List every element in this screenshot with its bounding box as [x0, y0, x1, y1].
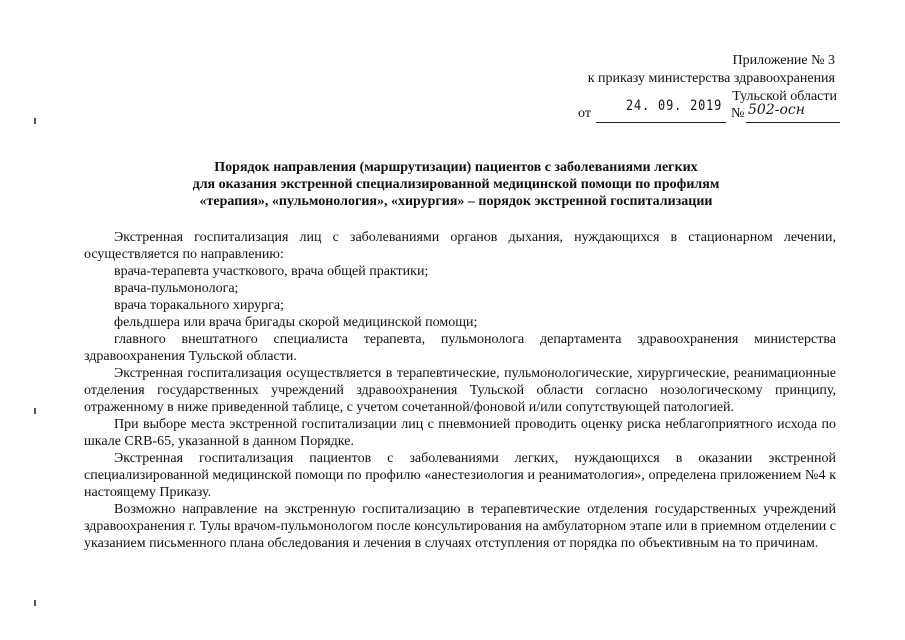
scan-mark — [34, 600, 36, 606]
number-label: № — [731, 106, 745, 121]
paragraph-3: При выборе места экстренной госпитализации лиц с пневмонией проводить оценку риска неблагоприятного исхода по шкале CRB-65, указанной в данном Порядке. — [84, 417, 836, 449]
document-body — [84, 229, 836, 552]
appendix-label: Приложение № 3 — [732, 53, 835, 68]
from-label: от — [578, 106, 591, 121]
title-line-1: Порядок направления (маршрутизации) пациентов с заболеваниями легких — [214, 160, 698, 175]
referral-item-1: врача-терапевта участкового, врача общей практики; — [114, 264, 429, 279]
number-underline — [746, 122, 840, 123]
referral-item-2: врача-пульмонолога; — [114, 281, 239, 296]
date-underline — [596, 122, 726, 123]
order-reference: к приказу министерства здравоохранения — [587, 71, 835, 86]
scan-mark — [34, 408, 36, 414]
paragraph-5: Возможно направление на экстренную госпитализацию в терапевтические отделения государственных учреждений здравоохранения г. Тулы врачом-пульмонологом после консультирования на амбулаторном этапе или в приемном отделении с указанием письменного плана обследования и лечения в случаях отступления от порядка по объективным на то причинам. — [84, 502, 836, 551]
referral-item-3: врача торакального хирурга; — [114, 298, 285, 313]
document-title — [120, 159, 792, 210]
region-name: Тульской области — [732, 89, 837, 104]
paragraph-2: Экстренная госпитализация осуществляется в терапевтические, пульмонологические, хирургические, реанимационные отделения государственных учреждений здравоохранения Тульской области согласно нозологическому принципу, отраженному в ниже приведенной таблице, с учетом сочетанной/фоновой и/или сопутствующей патологией. — [84, 366, 836, 415]
order-date: 24. 09. 2019 — [626, 98, 723, 114]
referral-item-4: фельдшера или врача бригады скорой медицинской помощи; — [114, 315, 478, 330]
paragraph-4: Экстренная госпитализация пациентов с заболеваниями легких, нуждающихся в оказании экстренной специализированной медицинской помощи по профилю «анестезиология и реаниматология», определена приложением №4 к настоящему Приказу. — [84, 451, 836, 500]
paragraph-1: Экстренная госпитализация лиц с заболеваниями органов дыхания, нуждающихся в стационарном лечении, осуществляется по направлению: — [84, 230, 836, 262]
referral-item-5: главного внештатного специалиста терапевта, пульмонолога департамента здравоохранения министерства здравоохранения Тульской области. — [84, 332, 836, 364]
order-number: 502-осн — [748, 102, 805, 118]
scan-mark — [34, 118, 36, 124]
title-line-2: для оказания экстренной специализированной медицинской помощи по профилям — [192, 177, 720, 192]
title-line-3: «терапия», «пульмонология», «хирургия» – порядок экстренной госпитализации — [199, 194, 713, 209]
order-date-number — [578, 98, 840, 126]
